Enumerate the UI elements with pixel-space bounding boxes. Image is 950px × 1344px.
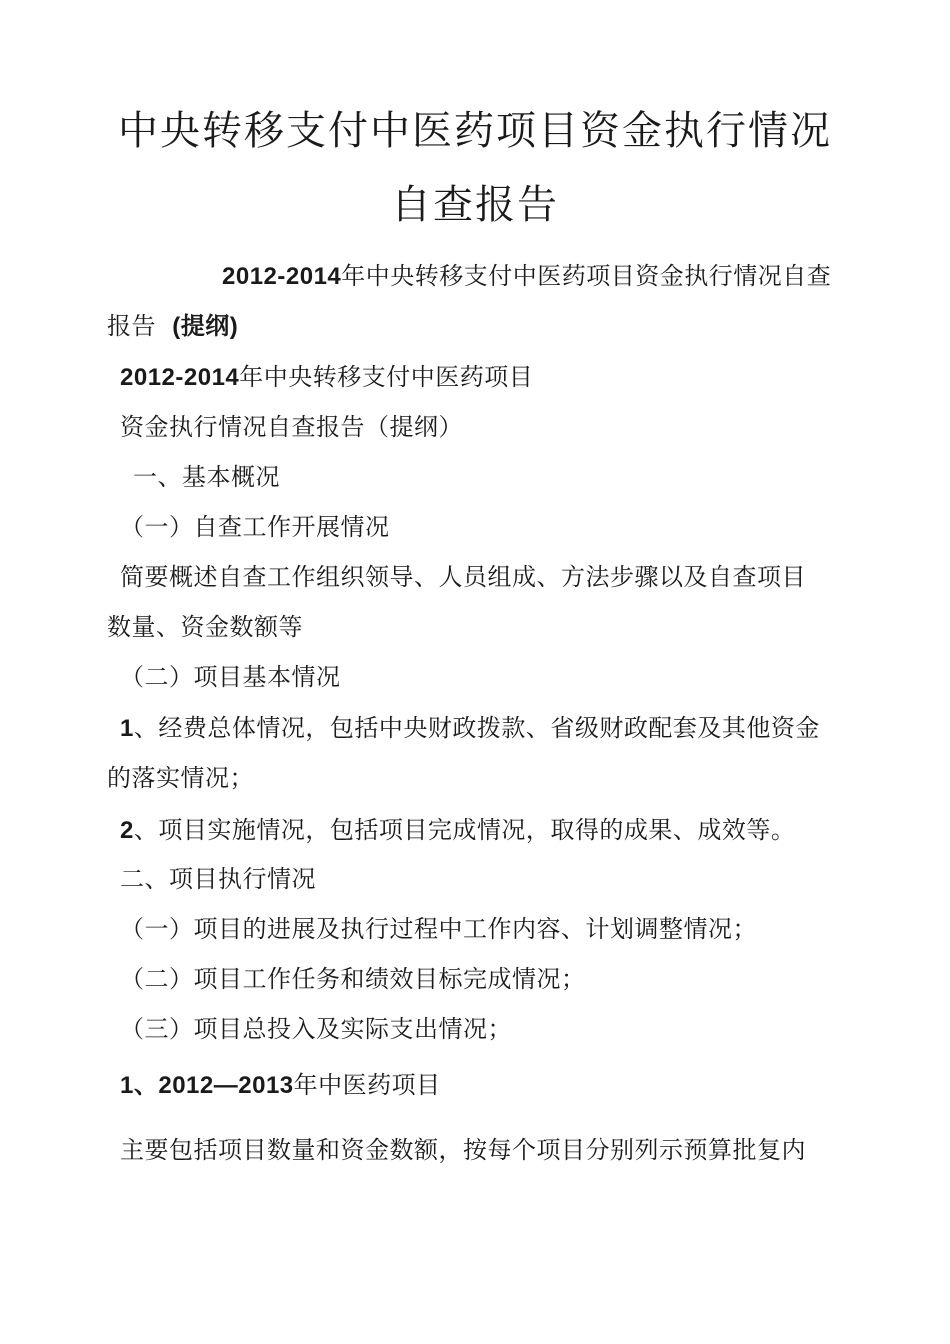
doc-title-line2: 自查报告 xyxy=(391,182,559,228)
item-2 xyxy=(120,818,795,843)
sub-heading xyxy=(120,365,533,390)
section-1-heading: 一、基本概况 xyxy=(133,463,280,491)
section-2-1: （一）项目的进展及执行过程中工作内容、计划调整情况； xyxy=(120,915,757,943)
item-1 xyxy=(120,716,820,741)
item-3 xyxy=(120,1073,441,1098)
section-1-2-heading: （二）项目基本情况 xyxy=(120,663,341,691)
intro-paren: (提纲) xyxy=(172,313,239,340)
intro-line xyxy=(222,264,831,289)
last-line: 主要包括项目数量和资金数额，按每个项目分别列示预算批复内 xyxy=(120,1136,806,1164)
section-1-1-desc: 简要概述自查工作组织领导、人员组成、方法步骤以及自查项目 xyxy=(120,563,806,591)
item-1-text: 、经费总体情况，包括中央财政拨款、省级财政配套及其他资金 xyxy=(133,714,820,742)
item-1-num: 1 xyxy=(120,715,134,742)
doc-title-line1: 中央转移支付中医药项目资金执行情况 xyxy=(118,108,832,154)
item-1-cont: 的落实情况； xyxy=(107,764,254,792)
item-3-num: 1 xyxy=(120,1072,134,1099)
section-1-1-heading: （一）自查工作开展情况 xyxy=(120,513,390,541)
item-2-num: 2 xyxy=(120,817,134,844)
intro-line-cont xyxy=(107,314,238,339)
sub-heading-text: 年中央转移支付中医药项目 xyxy=(239,363,534,391)
section-1-1-desc-cont: 数量、资金数额等 xyxy=(107,613,303,641)
item-3-text: 年中医药项目 xyxy=(293,1071,441,1099)
intro-text: 年中央转移支付中医药项目资金执行情况自查 xyxy=(341,262,832,290)
sub-heading-2: 资金执行情况自查报告（提纲） xyxy=(120,413,463,441)
section-2-heading: 二、项目执行情况 xyxy=(120,865,316,893)
sub-heading-years: 2012-2014 xyxy=(120,364,240,391)
section-2-2: （二）项目工作任务和绩效目标完成情况； xyxy=(120,965,586,993)
intro-years: 2012-2014 xyxy=(222,263,342,290)
item-2-text: 、项目实施情况，包括项目完成情况，取得的成果、成效等。 xyxy=(133,816,796,844)
intro-cont: 报告 xyxy=(107,312,156,340)
section-2-3: （三）项目总投入及实际支出情况； xyxy=(120,1015,512,1043)
item-3-years: 、2012—2013 xyxy=(133,1072,294,1099)
